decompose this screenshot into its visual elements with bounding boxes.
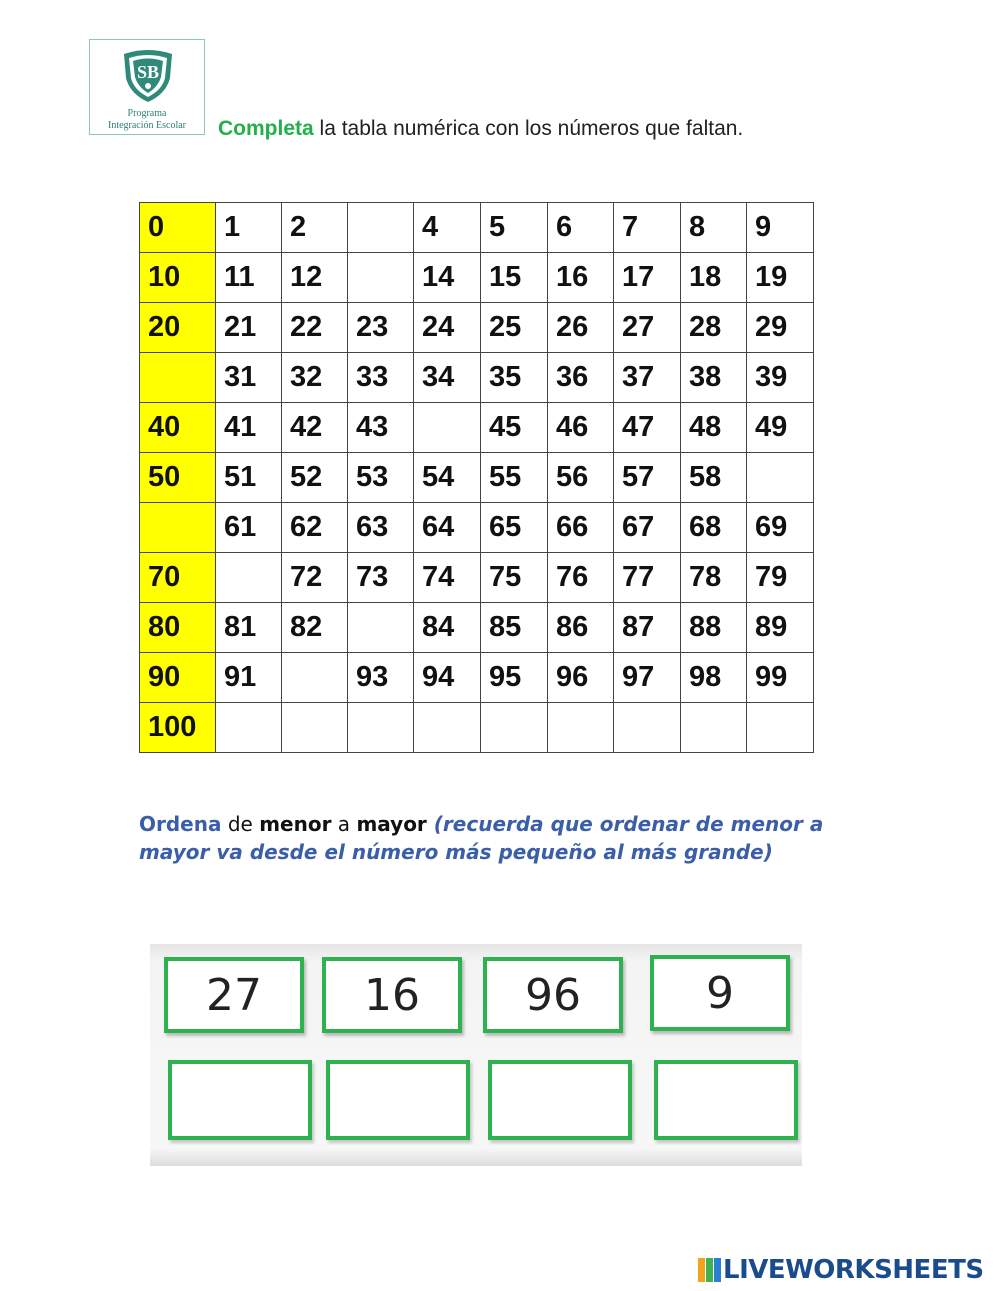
number-cell: 11 — [216, 253, 282, 303]
number-card[interactable]: 16 — [322, 957, 462, 1033]
instruction-complete-table — [218, 117, 743, 141]
number-cell: 52 — [282, 453, 348, 503]
answer-slot-1[interactable] — [168, 1060, 312, 1140]
number-card[interactable]: 27 — [164, 957, 304, 1033]
table-row — [140, 503, 814, 553]
number-cell: 43 — [348, 403, 414, 453]
instruction-order-menor: menor — [259, 812, 332, 836]
number-cell: 37 — [614, 353, 681, 403]
school-logo — [89, 39, 205, 135]
number-cell: 15 — [481, 253, 548, 303]
instruction-order-verb: Ordena — [139, 812, 222, 836]
row-header-cell: 70 — [140, 553, 216, 603]
number-card[interactable]: 9 — [650, 955, 790, 1031]
row-header-cell: 0 — [140, 203, 216, 253]
empty-number-cell[interactable] — [414, 703, 481, 753]
table-row — [140, 303, 814, 353]
number-cell: 34 — [414, 353, 481, 403]
instruction-highlight: Completa — [218, 117, 314, 140]
number-cell: 46 — [548, 403, 614, 453]
number-cell: 25 — [481, 303, 548, 353]
empty-number-cell[interactable] — [216, 553, 282, 603]
table-row — [140, 353, 814, 403]
table-row — [140, 453, 814, 503]
number-cell: 9 — [747, 203, 814, 253]
number-cell: 87 — [614, 603, 681, 653]
number-cell: 81 — [216, 603, 282, 653]
number-cell: 27 — [614, 303, 681, 353]
empty-number-cell[interactable] — [747, 453, 814, 503]
number-cell: 79 — [747, 553, 814, 603]
number-cell: 17 — [614, 253, 681, 303]
number-cell: 73 — [348, 553, 414, 603]
number-cell: 45 — [481, 403, 548, 453]
empty-number-cell[interactable] — [414, 403, 481, 453]
empty-number-cell[interactable] — [747, 703, 814, 753]
number-cell: 36 — [548, 353, 614, 403]
number-cell: 72 — [282, 553, 348, 603]
instruction-order-mayor: mayor — [356, 812, 427, 836]
number-cell: 58 — [681, 453, 747, 503]
instruction-order-a: a — [331, 812, 357, 836]
number-cell: 75 — [481, 553, 548, 603]
empty-number-cell[interactable] — [681, 703, 747, 753]
number-cell: 5 — [481, 203, 548, 253]
number-cell: 99 — [747, 653, 814, 703]
number-cell: 53 — [348, 453, 414, 503]
number-cell: 18 — [681, 253, 747, 303]
number-cell: 49 — [747, 403, 814, 453]
number-cell: 88 — [681, 603, 747, 653]
table-row — [140, 553, 814, 603]
number-cell: 48 — [681, 403, 747, 453]
row-header-cell: 100 — [140, 703, 216, 753]
number-cell: 29 — [747, 303, 814, 353]
number-cell: 26 — [548, 303, 614, 353]
number-cell: 28 — [681, 303, 747, 353]
instruction-order-hint: (recuerda que ordenar de menor a mayor va desde el número más pequeño al más grande) — [139, 812, 824, 864]
shield-icon — [120, 48, 176, 104]
number-cell: 42 — [282, 403, 348, 453]
table-row — [140, 603, 814, 653]
number-cell: 63 — [348, 503, 414, 553]
empty-number-cell[interactable] — [282, 703, 348, 753]
number-cell: 64 — [414, 503, 481, 553]
number-cell: 84 — [414, 603, 481, 653]
number-cell: 4 — [414, 203, 481, 253]
liveworksheets-brand — [698, 1255, 984, 1285]
number-cell: 85 — [481, 603, 548, 653]
empty-number-cell[interactable] — [614, 703, 681, 753]
number-cell: 82 — [282, 603, 348, 653]
number-cell: 93 — [348, 653, 414, 703]
number-card[interactable]: 96 — [483, 957, 623, 1033]
number-cell: 54 — [414, 453, 481, 503]
number-cell: 98 — [681, 653, 747, 703]
number-cell: 47 — [614, 403, 681, 453]
number-cell: 55 — [481, 453, 548, 503]
number-cell: 16 — [548, 253, 614, 303]
number-table — [139, 202, 814, 753]
number-cell: 89 — [747, 603, 814, 653]
number-cell: 7 — [614, 203, 681, 253]
instruction-order — [139, 810, 859, 866]
number-cell: 77 — [614, 553, 681, 603]
instruction-text: la tabla numérica con los números que faltan. — [313, 117, 744, 140]
row-header-cell[interactable] — [140, 353, 216, 403]
logo-line1: Programa — [127, 108, 167, 119]
empty-number-cell[interactable] — [348, 253, 414, 303]
logo-initials: SB — [136, 62, 160, 82]
answer-slot-4[interactable] — [654, 1060, 798, 1140]
number-cell: 69 — [747, 503, 814, 553]
number-cell: 86 — [548, 603, 614, 653]
number-cell: 12 — [282, 253, 348, 303]
liveworksheets-logo-icon — [698, 1258, 721, 1282]
empty-number-cell[interactable] — [348, 603, 414, 653]
number-cell: 74 — [414, 553, 481, 603]
row-header-cell: 80 — [140, 603, 216, 653]
number-cell: 65 — [481, 503, 548, 553]
row-header-cell: 40 — [140, 403, 216, 453]
number-cell: 96 — [548, 653, 614, 703]
number-cell: 32 — [282, 353, 348, 403]
number-cell: 31 — [216, 353, 282, 403]
empty-number-cell[interactable] — [348, 703, 414, 753]
logo-line2: Integración Escolar — [107, 120, 187, 131]
number-cell: 56 — [548, 453, 614, 503]
table-row — [140, 253, 814, 303]
number-cell: 24 — [414, 303, 481, 353]
number-cell: 91 — [216, 653, 282, 703]
number-cell: 62 — [282, 503, 348, 553]
number-cell: 21 — [216, 303, 282, 353]
number-cell: 2 — [282, 203, 348, 253]
empty-number-cell[interactable] — [548, 703, 614, 753]
number-cell: 6 — [548, 203, 614, 253]
number-cell: 41 — [216, 403, 282, 453]
number-cell: 67 — [614, 503, 681, 553]
ordering-activity — [150, 944, 802, 1166]
number-cell: 94 — [414, 653, 481, 703]
table-row — [140, 203, 814, 253]
number-cell: 76 — [548, 553, 614, 603]
row-header-cell: 10 — [140, 253, 216, 303]
table-row — [140, 703, 814, 753]
answer-slot-2[interactable] — [326, 1060, 470, 1140]
instruction-order-de: de — [221, 812, 260, 836]
number-cell: 14 — [414, 253, 481, 303]
number-cell: 19 — [747, 253, 814, 303]
number-cell: 57 — [614, 453, 681, 503]
number-cell: 51 — [216, 453, 282, 503]
row-header-cell: 50 — [140, 453, 216, 503]
number-cell: 23 — [348, 303, 414, 353]
empty-number-cell[interactable] — [481, 703, 548, 753]
number-cell: 78 — [681, 553, 747, 603]
row-header-cell: 20 — [140, 303, 216, 353]
number-cell: 68 — [681, 503, 747, 553]
number-cell: 38 — [681, 353, 747, 403]
table-row — [140, 403, 814, 453]
number-cell: 95 — [481, 653, 548, 703]
number-cell: 35 — [481, 353, 548, 403]
number-cell: 39 — [747, 353, 814, 403]
empty-number-cell[interactable] — [282, 653, 348, 703]
row-header-cell: 90 — [140, 653, 216, 703]
number-cell: 61 — [216, 503, 282, 553]
answer-slot-3[interactable] — [488, 1060, 632, 1140]
brand-name: LIVEWORKSHEETS — [723, 1255, 984, 1285]
number-cell: 97 — [614, 653, 681, 703]
number-cell: 33 — [348, 353, 414, 403]
number-cell: 66 — [548, 503, 614, 553]
number-cell: 8 — [681, 203, 747, 253]
empty-number-cell[interactable] — [216, 703, 282, 753]
row-header-cell[interactable] — [140, 503, 216, 553]
table-row — [140, 653, 814, 703]
number-cell: 22 — [282, 303, 348, 353]
number-cell: 1 — [216, 203, 282, 253]
empty-number-cell[interactable] — [348, 203, 414, 253]
